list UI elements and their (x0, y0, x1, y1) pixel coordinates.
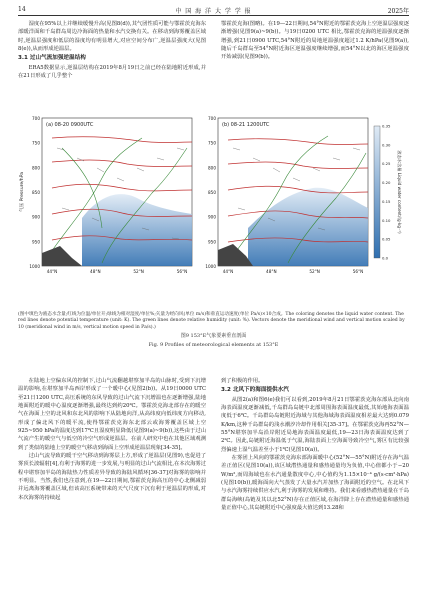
tick-label: 44°N (46, 269, 58, 274)
caption-text: (图中填色为液态水含量;红线为位温/单位开;绿线为相对湿度/单位%;矢量为经向风(单位 m/s)和垂直运动速度(单位 Pa/s)×10合成。The coloring denotes the liquid water content. The red lines denote potential temperature (unit: K). The green lines denote relative humidity (unit: %). Vectors denote the meridional wind and vertical motion scaled by 10 (meridional wind in m/s, vertical motion speed in Pa/s).) (18, 312, 405, 330)
tick-label: 48°N (266, 269, 277, 274)
tick-label: 700 (208, 116, 216, 121)
tick-label: 850 (32, 190, 40, 195)
figure-caption (18, 312, 409, 348)
panel-b (218, 118, 368, 266)
tick-label: 0.05 (382, 236, 391, 242)
panel-a (42, 118, 192, 266)
tick-label: 0.25 (382, 161, 391, 167)
paragraph: 过山气流导致的暖干空气移动到海雾层上方,形成了逆温层(见图9),也促进了雾顶长波辐射[4],有利于海雾的进一步发展,与明显的过山气流相比,在本次海雾过程中堪察加半岛的海陆热力性质差异导致的海陆风循环[36-37]对海雾的影响并不明显。当然,我们也注意到,在19—22日期间,鄂霍茨克海高压的中心北侧减弱并远离海雾覆盖区域,但该高压系统带来的天气尺度下沉有利于逆温层的形成,对本次海雾的持续起 (18, 453, 206, 501)
tick-label: 700 (32, 116, 40, 121)
paragraph: 在陆地上空偏东风的控制下,过山气流翻越堪察加半岛的山脉时,受到下沉增温的影响,在堪察加半岛西岸形成了一个暖中心(见图2(b))。从19日0000 UTC至21日1200 UTC,高压系统的东风导致的过山气流下沉增温也在逐渐增强,陆地地面附近的暖中心温度逐渐增强,最终达到约20℃。鄂霍茨克海北部存在的暖空气在海面上空的北风和东北风的影响下从陆地向洋,从高纬度向低纬度方向移动,形成了偏北风下的暖平流,使得鄂霍茨克海东北部云或海雾覆盖区域上空925~950 hPa的温度达到17℃且湿度明显降低(见图9(a)~9(b)),这些由于过山气流产生的暖空气与低空的冷空气形成逆温层。在前人研究中也在其他区域观测到了类似的陆地上空的暖空气移动到海面上空形成逆温层现象[34-35]。 (18, 378, 206, 451)
journal-year: 2025年 (387, 8, 409, 15)
x-ticks-b (223, 269, 364, 274)
tick-label: 56°N (176, 269, 188, 274)
right-column-top (221, 20, 409, 62)
right-column-bottom (221, 377, 409, 513)
tick-label: 900 (208, 214, 216, 220)
tick-label: 48°N (90, 269, 101, 274)
colorbar-ticks (382, 124, 391, 261)
paragraph: 到了积极的作用。 (221, 378, 264, 384)
tick-label: 800 (32, 165, 40, 171)
left-column-bottom (18, 377, 206, 502)
tick-label: 900 (32, 214, 40, 220)
tick-label: 950 (32, 239, 40, 245)
y-ticks-a (29, 116, 40, 269)
panel-a-label: (a) 08-20 0900UTC (46, 122, 94, 128)
left-column-top (18, 20, 206, 80)
tick-label: 52°N (133, 269, 144, 274)
paragraph: 湿度在95%以上并继续缓慢升高(见图8(d)),其气团性质可能与鄂霍茨克海东部暖洋面和千岛群岛周边冷海面的热量和水汽交换有关。在移动到海雾覆盖区域时,逆温层强度和低层的湿度均有明显增大,对应空间分布广,逆温层强度大(见图8(e)),从而形成逆温层。 (18, 21, 206, 53)
tick-label: 750 (32, 140, 40, 146)
tick-label: 52°N (309, 269, 320, 274)
tick-label: 800 (208, 165, 216, 171)
figure-title-en: Fig. 9 Profiles of meteorological elements at 153°E (148, 341, 279, 348)
tick-label: 0.20 (382, 180, 391, 186)
journal-name: 中 国 海 洋 大 学 学 报 (175, 8, 252, 15)
y-axis-label: 气压 Pressure/hPa (20, 171, 25, 213)
section-heading: 3.2 北风下的海面提供水汽 (221, 387, 289, 394)
panel-b-label: (b) 08-21 1200UTC (222, 122, 270, 128)
tick-label: 0.0 (382, 255, 389, 261)
y-ticks-b (205, 116, 216, 269)
header-rule (18, 15, 409, 16)
tick-label: 950 (208, 239, 216, 245)
page-header (18, 4, 409, 14)
tick-label: 750 (208, 140, 216, 146)
tick-label: 850 (208, 190, 216, 195)
tick-label: 0.10 (382, 217, 391, 223)
figure-9 (18, 112, 409, 312)
tick-label: 44°N (222, 269, 234, 274)
x-ticks-a (47, 269, 188, 274)
tick-label: 0.35 (382, 123, 391, 129)
tick-label: 56°N (352, 269, 364, 274)
paragraph: 鄂霍茨克海(图略)。在19—22日期间,54°N附近的鄂霍茨克海上空逆温层强度逐渐增强(见图9(a)~9(b))。与19日0200 UTC 相比,鄂霍茨克海的逆温强度逐渐增强,到21日0900 UTC,54°N附近的局地逆温强度超过1.2 K/hPa(见图9(a)),随后千岛群岛至54°N附近海区逆温强度继续增强,而54°N以北的海区逆温强度开始减弱(见图9(b))。 (221, 21, 409, 61)
paragraph: 在雾团上风向的鄂霍茨克海东部海面暖中心(52°N—55°N)附近存在海气温差正值区(见图10(a)),该区域潜热通量和感热通量均为负值,中心值都小于−20 W/m²,而周海域也在水汽通量散度中心,中心值约为1.15×10⁻⁴ g/(s·cm²·hPa)(见图10(b)),暖海面向大气蒸发了大量水汽并加热了海面附近的空气。在北风下与水汽海雾持续供应水汽,利于海雾的发展和维持。我们来看感热潜热通量在千岛群岛海峡(岛链及其以北52°N)存在正值区域,在海洋降上存在潜热通量和感热通量正值中心,其岛链附近中心强度最大值达到13.28和 (221, 455, 409, 512)
colorbar-label: 液态水含量 Liquid water content/(g·kg⁻¹) (397, 150, 402, 234)
paragraph: 从图2(a)和图6(e)我们可以看到,2019年8月21日鄂霍茨克海东部从北向南海表面温度逐渐减低,千岛群岛岛链中北部周围海表面温度最低,其始地海表面温度低于6℃。千岛群岛岛链附近海域与其他海域海表面温度相差最大达到0.079 K/km,这种千岛群岛的浅水潮汐冷却作用相关[35-37]。在鄂霍茨克海再52°N—55°N堪察加半岛沿岸附近局地海表面温度最低,19—23日海表面温度达到了2℃。因此,岛链附近海温低于气温,海陆表面上空海面导致冷空气,雾区有比较强烈偏速上湿气温差至小于1℃(见图10(a))。 (221, 396, 409, 453)
tick-label: 0.15 (382, 198, 391, 204)
tick-label: 1000 (205, 264, 216, 269)
paragraph: ERA5数据显示,逆温层结构在2019年8月19日之前已经在陆地附近形成,并在21日形成了几乎整个 (18, 64, 206, 80)
tick-label: 1000 (29, 264, 40, 269)
tick-label: 0.30 (382, 142, 391, 148)
section-heading: 3.1 过山气流加强逆温结构 (18, 55, 86, 62)
page-number: 14 (18, 6, 26, 13)
figure-9-plots (18, 112, 409, 312)
figure-title-zh: 图9 153°E气象要素垂直剖面 (180, 333, 247, 340)
